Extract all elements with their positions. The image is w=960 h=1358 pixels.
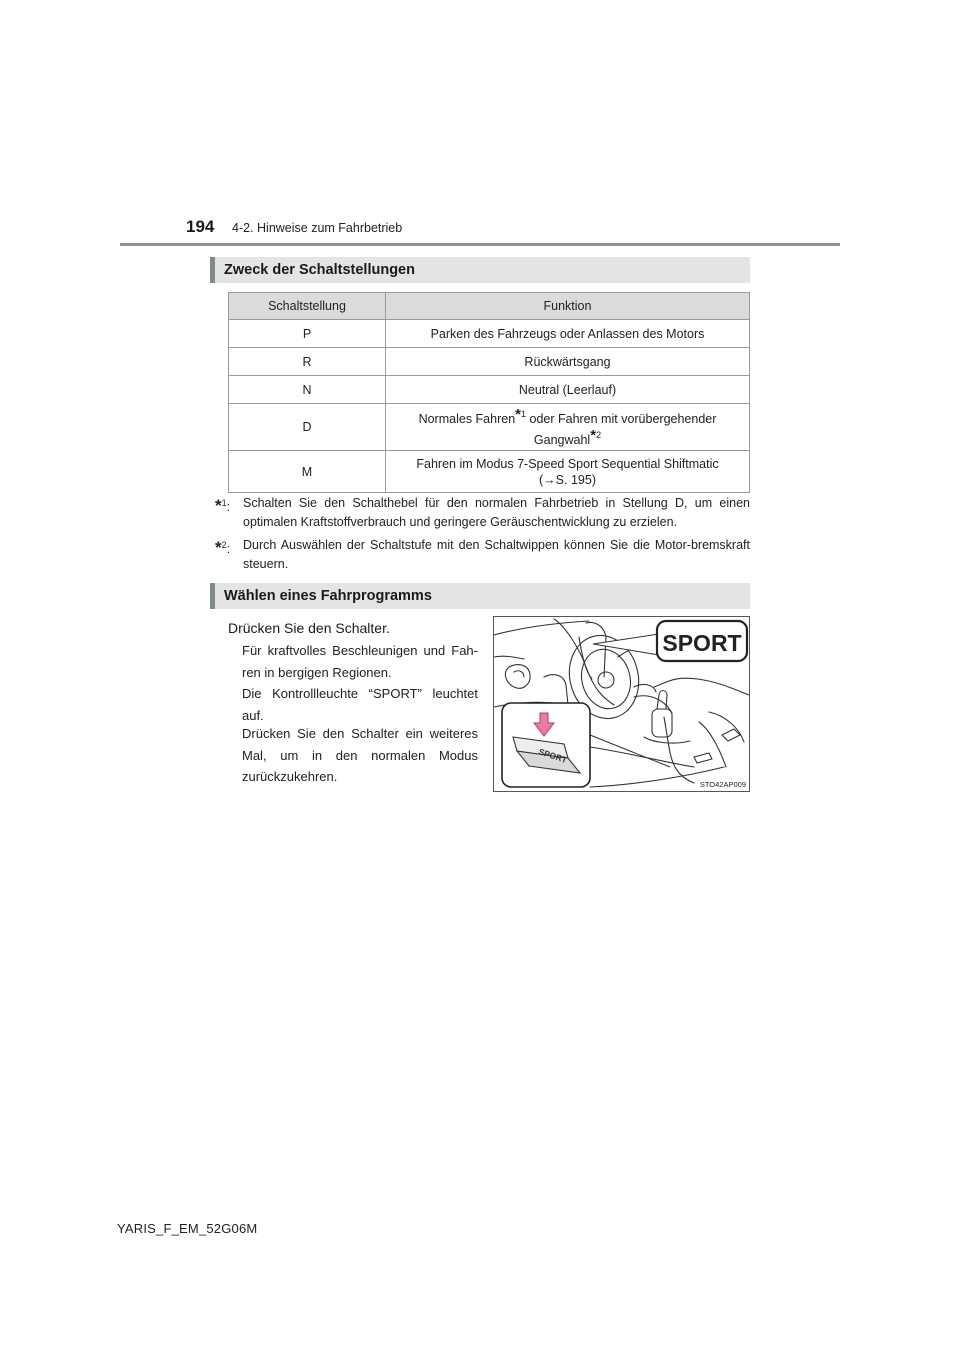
position-cell: P [229,320,386,348]
table-row [229,320,750,348]
image-code: STO42AP009 [699,780,746,789]
page-number: 194 [186,217,215,236]
footnote-marker: *$^2$: [215,538,231,558]
paragraph: Für kraftvolles Beschleunigen und Fah-ren in bergigen Regionen. [242,643,478,680]
section-heading-shift-positions: Zweck der Schaltstellungen [210,257,750,283]
position-cell: D [229,404,386,451]
footnote-2 [215,536,750,574]
function-text: Gangwahl [533,433,591,447]
function-cell: Neutral (Leerlauf) [386,376,750,404]
position-cell: M [229,451,386,493]
table-header-row [229,293,750,320]
instruction-text: Drücken Sie den Schalter. [228,620,390,636]
footnote-marker: *$^1$: [215,496,231,516]
function-cell: Rückwärtsgang [386,348,750,376]
function-text: oder Fahren mit vorübergehender [526,412,717,426]
table-row [229,404,750,451]
section-heading-drive-mode: Wählen eines Fahrprogramms [210,583,750,609]
sport-button-label: SPORT [537,746,569,765]
page-reference-link[interactable]: (→S. 195) [539,472,596,487]
position-cell: R [229,348,386,376]
function-cell [386,451,750,493]
position-cell: N [229,376,386,404]
table-row [229,451,750,493]
footnote-text: Durch Auswählen der Schaltstufe mit den Schaltwippen können Sie die Motor-bremskraft steuern. [243,538,750,571]
paragraph: Die Kontrollleuchte “SPORT” leuchtet auf. [242,686,478,723]
cockpit-drawing [494,617,749,791]
column-header: Schaltstellung [229,293,386,320]
sport-indicator-label: SPORT [662,630,742,656]
column-header: Funktion [386,293,750,320]
function-cell: Parken des Fahrzeugs oder Anlassen des Motors [386,320,750,348]
footnote-1 [215,494,750,532]
function-text: Normales Fahren [418,412,516,426]
sport-switch-illustration [493,616,750,792]
footnote-mark: *1 [515,406,527,423]
footnote-text: Schalten Sie den Schalthebel für den normalen Fahrbetrieb in Stellung D, um einen optimalen Kraftstoffverbrauch und geringere Geräuschentwicklung zu erzielen. [243,496,750,529]
shift-positions-table [228,292,750,493]
footnote-mark: *2 [590,427,602,444]
header-divider [120,243,840,246]
function-text: Fahren im Modus 7-Speed Sport Sequential Shiftmatic [416,456,719,471]
section-title: 4-2. Hinweise zum Fahrbetrieb [232,221,403,235]
function-cell [386,404,750,451]
table-row [229,376,750,404]
document-code: YARIS_F_EM_52G06M [117,1221,258,1236]
table-row [229,348,750,376]
paragraph: Drücken Sie den Schalter ein weiteres Mal, um in den normalen Modus zurückzukehren. [242,726,478,784]
